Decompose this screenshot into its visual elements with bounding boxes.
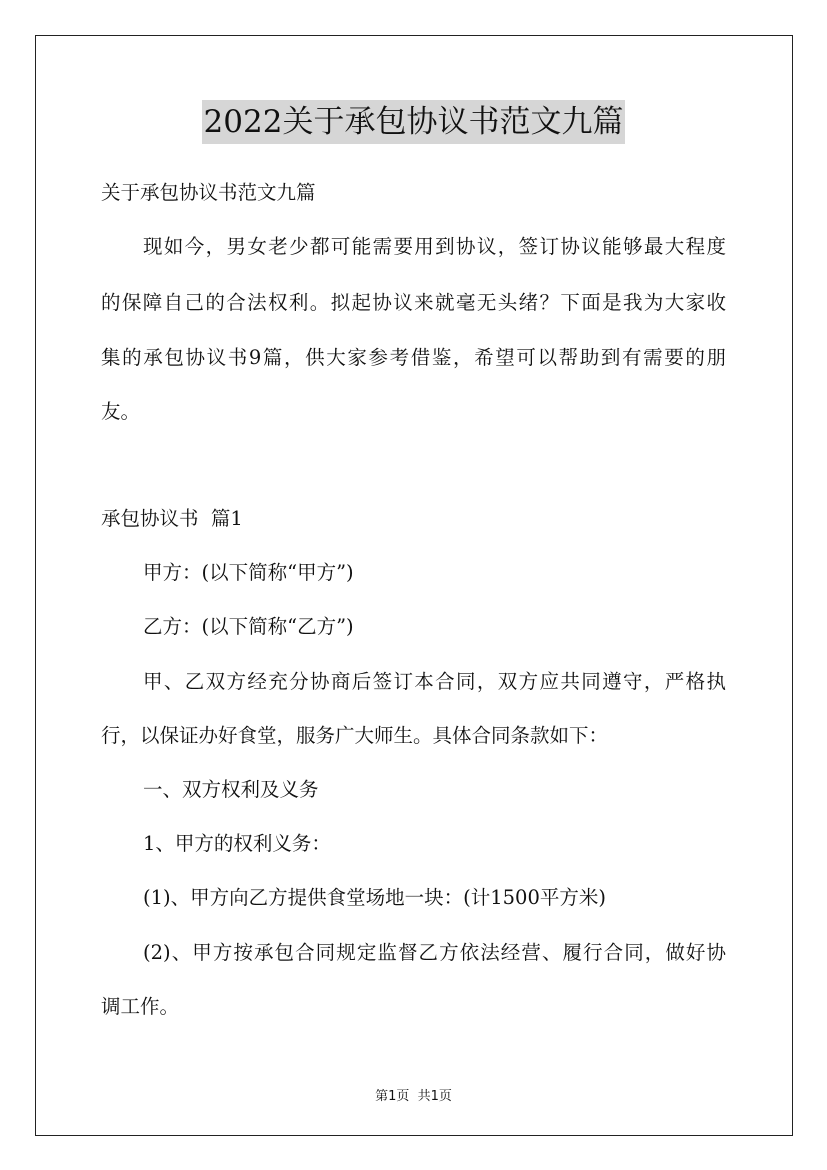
page-number: 第1页 共1页: [375, 1089, 452, 1104]
page-footer: [0, 1085, 827, 1104]
clause-subheading: 1、甲方的权利义务：: [143, 832, 331, 855]
party-b-line: 乙方：(以下简称“乙方”): [143, 615, 354, 638]
intro-line-1: 现如今，男女老少都可能需要用到协议，签订协议能够最大程度: [143, 235, 726, 258]
clause-item-1: (1)、甲方向乙方提供食堂场地一块：(计1500平方米): [143, 886, 606, 909]
clause-heading: 一、双方权利及义务: [143, 778, 319, 801]
subtitle: 关于承包协议书范文九篇: [101, 181, 316, 204]
title-container: [0, 100, 827, 144]
intro-line-4: 友。: [101, 400, 141, 423]
party-a-line: 甲方：(以下简称“甲方”): [143, 561, 354, 584]
body-line-2: 行，以保证办好食堂，服务广大师生。具体合同条款如下：: [101, 724, 609, 747]
document-title: 2022关于承包协议书范文九篇: [202, 100, 626, 144]
clause-item-2: (2)、甲方按承包合同规定监督乙方依法经营、履行合同，做好协: [143, 941, 726, 964]
intro-line-3: 集的承包协议书9篇，供大家参考借鉴，希望可以帮助到有需要的朋: [101, 346, 726, 369]
clause-item-2-cont: 调工作。: [101, 995, 180, 1018]
section-heading: 承包协议书 篇1: [101, 507, 243, 530]
body-line-1: 甲、乙双方经充分协商后签订本合同，双方应共同遵守，严格执: [143, 670, 726, 693]
intro-line-2: 的保障自己的合法权利。拟起协议来就毫无头绪？下面是我为大家收: [101, 291, 726, 314]
